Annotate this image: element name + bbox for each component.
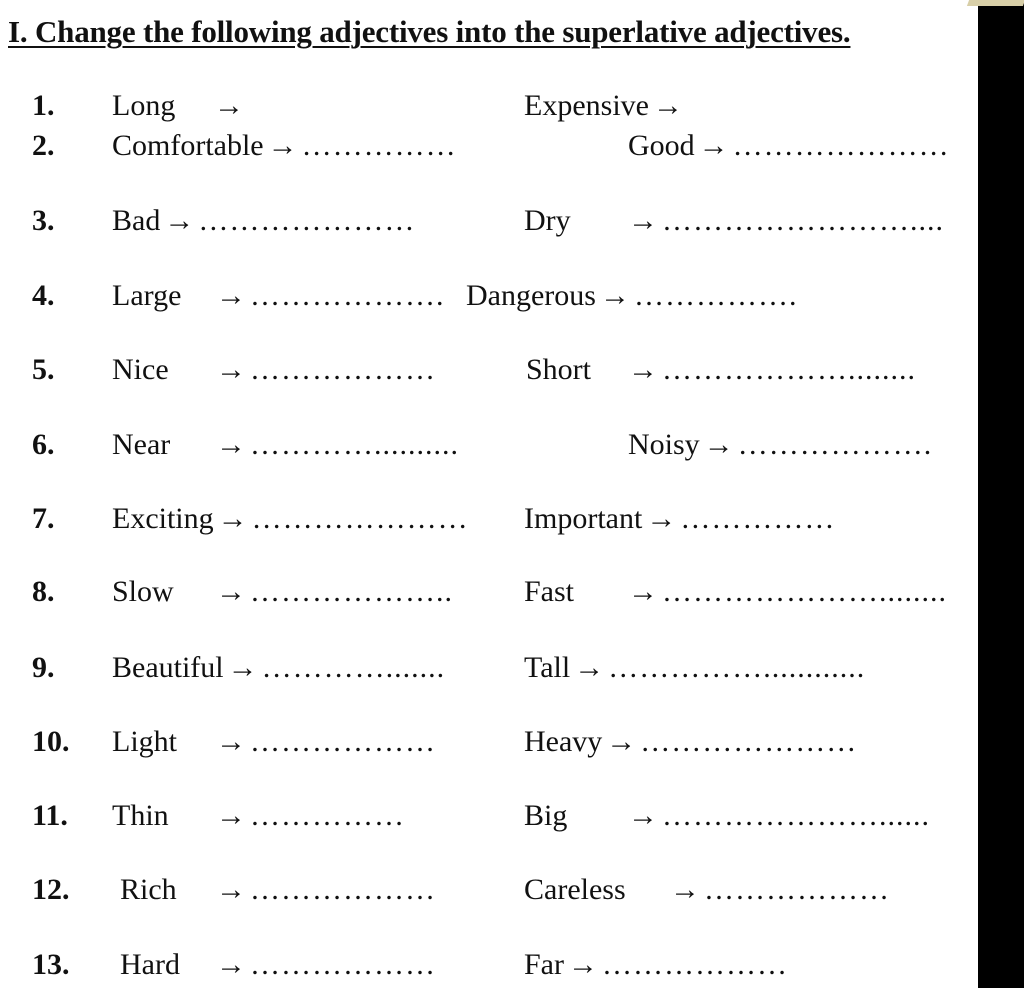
exercise-row (0, 945, 978, 985)
left-item (112, 276, 445, 316)
left-item (112, 201, 415, 241)
left-arrow: → (227, 651, 258, 684)
left-arrow: → (216, 353, 246, 386)
left-adjective: Bad (112, 204, 161, 237)
right-adjective: Tall (524, 651, 571, 684)
left-adjective: Exciting (112, 502, 214, 535)
item-number: 6. (32, 428, 55, 461)
right-adjective: Important (524, 502, 643, 535)
right-adjective: Heavy (524, 725, 603, 758)
right-answer-blank: ……………… (602, 948, 788, 981)
exercise-row (0, 126, 978, 166)
left-adjective: Large (112, 279, 182, 312)
exercise-row (0, 86, 978, 126)
right-answer-blank: ………………. (737, 428, 933, 461)
right-arrow: → (652, 89, 683, 122)
right-item (524, 796, 930, 836)
right-arrow: → (628, 353, 658, 386)
exercise-row (0, 425, 978, 465)
left-answer-blank: ……………… (250, 873, 436, 906)
right-adjective: Short (526, 353, 592, 386)
left-item (112, 126, 457, 166)
exercise-row (0, 350, 978, 390)
item-number: 2. (32, 129, 55, 162)
left-adjective: Light (112, 725, 177, 758)
item-number: 9. (32, 651, 55, 684)
page-corner-mark (967, 0, 1024, 6)
exercise-row (0, 648, 978, 688)
right-answer-blank: ………………........ (662, 353, 916, 386)
left-item (112, 796, 405, 836)
exercise-row (0, 201, 978, 241)
exercise-row (0, 572, 978, 612)
right-item (524, 722, 857, 762)
right-answer-blank: ………………… (732, 129, 950, 162)
item-number: 8. (32, 575, 55, 608)
right-arrow: → (606, 725, 637, 758)
right-item (524, 499, 835, 539)
left-answer-blank: ……………… (250, 725, 436, 758)
right-arrow: → (628, 575, 658, 608)
left-item (112, 499, 469, 539)
left-adjective: Comfortable (112, 129, 264, 162)
left-answer-blank: …………… (301, 129, 457, 162)
left-answer-blank: ……………… (250, 353, 436, 386)
left-arrow: → (216, 948, 246, 981)
left-adjective: Beautiful (112, 651, 224, 684)
right-answer-blank: ………………… (640, 725, 858, 758)
right-answer-blank: ……………. (633, 279, 798, 312)
left-item (112, 425, 459, 465)
right-adjective: Far (524, 948, 564, 981)
left-arrow: → (216, 799, 246, 832)
item-number: 7. (32, 502, 55, 535)
left-adjective: Rich (120, 873, 177, 906)
right-item (524, 945, 788, 985)
left-answer-blank: …………… (250, 799, 405, 832)
item-number: 5. (32, 353, 55, 386)
right-adjective: Noisy (628, 428, 700, 461)
right-answer-blank: …………………….... (662, 204, 944, 237)
right-answer-blank: ……………… (704, 873, 890, 906)
right-arrow: → (698, 129, 729, 162)
left-adjective: Thin (112, 799, 169, 832)
item-number: 3. (32, 204, 55, 237)
item-number: 4. (32, 279, 55, 312)
left-adjective: Nice (112, 353, 169, 386)
left-arrow: → (216, 725, 246, 758)
right-item (524, 201, 944, 241)
left-answer-blank: ………………. (250, 279, 445, 312)
item-number: 12. (32, 873, 70, 906)
left-item (112, 722, 436, 762)
right-item (524, 572, 947, 612)
left-adjective: Near (112, 428, 171, 461)
left-arrow: → (216, 575, 246, 608)
right-item (524, 86, 687, 126)
left-item (112, 86, 244, 126)
right-adjective: Good (628, 129, 695, 162)
left-arrow: → (214, 89, 244, 122)
exercise-row (0, 796, 978, 836)
right-answer-blank: …………… (680, 502, 836, 535)
dark-page-edge (978, 0, 1024, 988)
left-adjective: Hard (120, 948, 180, 981)
left-answer-blank: ………………… (198, 204, 416, 237)
right-adjective: Fast (524, 575, 575, 608)
item-number: 10. (32, 725, 70, 758)
left-answer-blank: ……………… (250, 948, 436, 981)
exercise-title: I. Change the following adjectives into the superlative adjectives. (8, 14, 851, 49)
right-adjective: Big (524, 799, 568, 832)
right-arrow: → (703, 428, 734, 461)
left-answer-blank: ………………… (251, 502, 469, 535)
right-arrow: → (599, 279, 630, 312)
left-arrow: → (267, 129, 298, 162)
right-arrow: → (646, 502, 677, 535)
item-number: 11. (32, 799, 68, 832)
left-arrow: → (216, 279, 246, 312)
exercise-row (0, 276, 978, 316)
left-answer-blank: …………....... (261, 651, 446, 684)
left-answer-blank: ……………….. (250, 575, 453, 608)
left-item (120, 945, 436, 985)
right-item (628, 126, 950, 166)
left-item (120, 870, 436, 910)
right-arrow: → (628, 204, 658, 237)
right-answer-blank: ……………............ (608, 651, 866, 684)
right-item (628, 425, 932, 465)
exercise-row (0, 499, 978, 539)
right-item (524, 870, 890, 910)
item-number: 1. (32, 89, 55, 122)
right-answer-blank: …………………........ (662, 575, 947, 608)
right-arrow: → (628, 799, 658, 832)
left-item (112, 572, 453, 612)
exercise-row (0, 870, 978, 910)
right-item (524, 648, 865, 688)
item-number: 13. (32, 948, 70, 981)
left-arrow: → (216, 873, 246, 906)
left-item (112, 350, 436, 390)
right-item (526, 350, 916, 390)
exercise-row (0, 722, 978, 762)
right-adjective: Expensive (524, 89, 649, 122)
left-adjective: Long (112, 89, 176, 122)
left-answer-blank: ………….......... (250, 428, 459, 461)
right-arrow: → (568, 948, 598, 981)
right-item (466, 276, 797, 316)
right-adjective: Careless (524, 873, 626, 906)
right-arrow: → (574, 651, 605, 684)
right-adjective: Dry (524, 204, 571, 237)
left-item (112, 648, 445, 688)
right-answer-blank: …………………...... (662, 799, 930, 832)
left-arrow: → (164, 204, 195, 237)
left-arrow: → (217, 502, 248, 535)
right-adjective: Dangerous (466, 279, 596, 312)
right-arrow: → (670, 873, 700, 906)
left-arrow: → (216, 428, 246, 461)
left-adjective: Slow (112, 575, 174, 608)
